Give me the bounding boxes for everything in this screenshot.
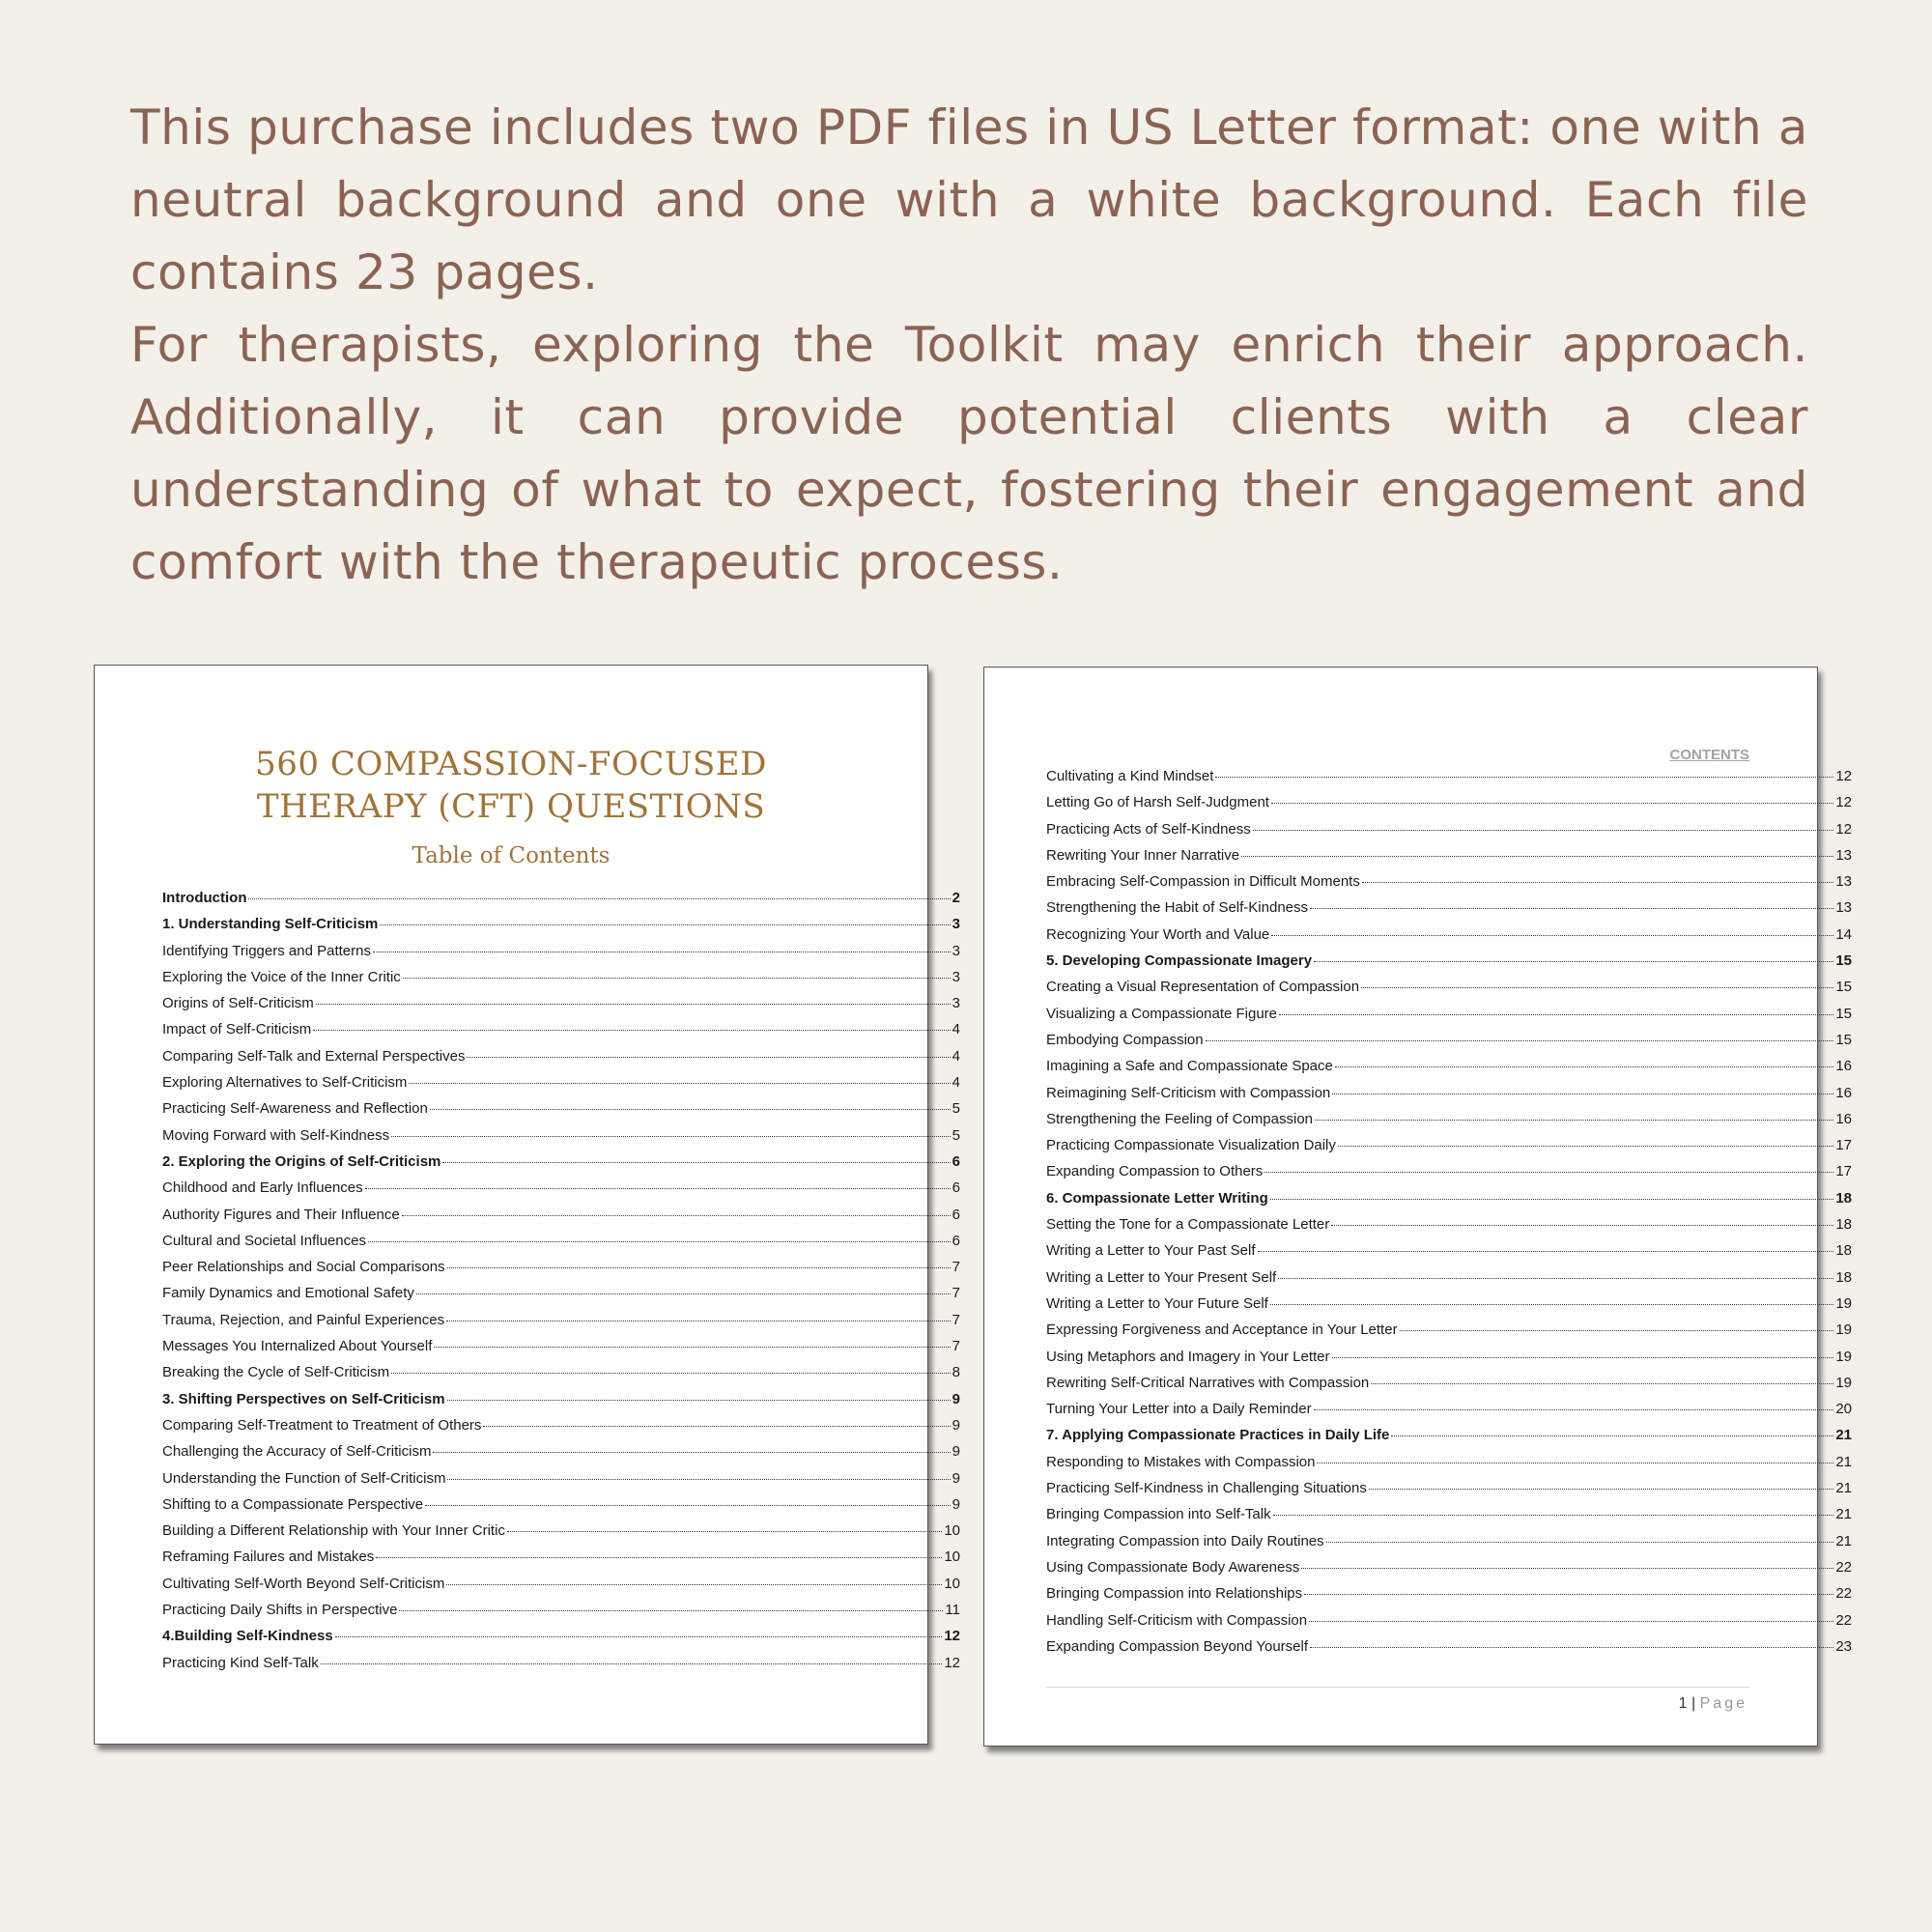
toc-entry xyxy=(1046,1190,1852,1216)
toc-entry xyxy=(1046,899,1852,925)
toc-dot-leader xyxy=(1310,908,1833,909)
toc-dot-leader xyxy=(1270,1199,1834,1200)
page-footer xyxy=(1679,1695,1747,1713)
document-title xyxy=(95,743,927,828)
toc-entry xyxy=(1046,1216,1852,1242)
toc-entry-page: 21 xyxy=(1835,1427,1852,1444)
toc-entry xyxy=(162,1207,960,1233)
toc-entry-page: 14 xyxy=(1835,925,1852,943)
toc-entry-page: 16 xyxy=(1835,1110,1852,1127)
toc-entry-page: 6 xyxy=(952,1179,960,1197)
toc-entry-page: 10 xyxy=(944,1548,960,1566)
toc-entry-label: Practicing Compassionate Visualization Daily xyxy=(1046,1137,1336,1154)
intro-paragraph-2: For therapists, exploring the Toolkit may enrich their approach. Additionally, it can provide potential clients with a clear understanding of what to expect, fostering their engagement and comfort with the therapeutic process. xyxy=(130,317,1808,590)
toc-list xyxy=(162,890,960,1681)
title-line-2: THERAPY (CFT) QUESTIONS xyxy=(256,787,766,826)
toc-entry xyxy=(162,1048,960,1074)
toc-entry-page: 7 xyxy=(952,1259,960,1276)
toc-entry xyxy=(1046,847,1852,873)
footer-divider xyxy=(1046,1687,1749,1688)
toc-dot-leader xyxy=(483,1426,950,1427)
toc-entry xyxy=(162,1576,960,1602)
toc-entry-page: 15 xyxy=(1835,979,1852,996)
toc-entry-label: Expressing Forgiveness and Acceptance in Your Letter xyxy=(1046,1321,1398,1339)
toc-entry-label: Impact of Self-Criticism xyxy=(162,1021,312,1038)
toc-dot-leader xyxy=(365,1188,951,1189)
toc-dot-leader xyxy=(416,1293,951,1294)
intro-paragraph-1: This purchase includes two PDF files in US Letter format: one with a neutral background and one with a white background. Each file contains 23 pages. xyxy=(130,99,1808,300)
toc-entry-page: 23 xyxy=(1835,1637,1852,1655)
toc-entry-page: 13 xyxy=(1835,873,1852,891)
toc-entry-page: 6 xyxy=(952,1232,960,1249)
toc-entry-page: 15 xyxy=(1835,1005,1852,1022)
toc-entry-label: Writing a Letter to Your Future Self xyxy=(1046,1294,1268,1312)
toc-dot-leader xyxy=(409,1083,950,1084)
toc-entry-label: Writing a Letter to Your Past Self xyxy=(1046,1242,1256,1260)
toc-dot-leader xyxy=(1338,1146,1833,1147)
toc-entry xyxy=(1046,1454,1852,1480)
toc-dot-leader xyxy=(1362,882,1833,883)
toc-entry xyxy=(162,1496,960,1522)
toc-entry xyxy=(1046,1032,1852,1058)
toc-entry-label: Reframing Failures and Mistakes xyxy=(162,1548,375,1566)
toc-entry xyxy=(1046,1006,1852,1032)
toc-entry-label: Letting Go of Harsh Self-Judgment xyxy=(1046,794,1269,811)
toc-dot-leader xyxy=(380,924,950,925)
toc-dot-leader xyxy=(1279,1014,1833,1015)
toc-entry-page: 9 xyxy=(952,1469,960,1487)
toc-entry-page: 7 xyxy=(952,1285,960,1302)
toc-entry-page: 18 xyxy=(1835,1216,1852,1234)
toc-entry xyxy=(1046,794,1852,820)
toc-entry-page: 22 xyxy=(1835,1558,1852,1576)
toc-dot-leader xyxy=(1309,1621,1833,1622)
toc-entry-label: Visualizing a Compassionate Figure xyxy=(1046,1005,1278,1022)
toc-entry xyxy=(162,1417,960,1443)
toc-entry xyxy=(162,1443,960,1469)
toc-entry-page: 16 xyxy=(1835,1058,1852,1075)
toc-entry-label: Expanding Compassion Beyond Yourself xyxy=(1046,1637,1309,1655)
toc-dot-leader xyxy=(1304,1594,1833,1595)
toc-entry-page: 2 xyxy=(952,890,960,906)
toc-entry-label: Using Compassionate Body Awareness xyxy=(1046,1558,1300,1576)
toc-dot-leader xyxy=(425,1505,951,1506)
toc-entry-label: Shifting to a Compassionate Perspective xyxy=(162,1495,424,1513)
toc-entry-page: 12 xyxy=(944,1628,960,1645)
toc-dot-leader xyxy=(391,1136,951,1137)
toc-dot-leader xyxy=(447,1267,951,1268)
toc-dot-leader xyxy=(434,1347,950,1348)
toc-entry-label: Exploring the Voice of the Inner Critic xyxy=(162,968,401,985)
toc-dot-leader xyxy=(1314,1409,1834,1410)
toc-entry-page: 10 xyxy=(944,1575,960,1592)
toc-entry xyxy=(162,1602,960,1628)
toc-entry-page: 9 xyxy=(952,1495,960,1513)
toc-entry xyxy=(162,1548,960,1575)
toc-dot-leader xyxy=(1314,961,1833,962)
toc-dot-leader xyxy=(433,1452,950,1453)
toc-entry xyxy=(1046,768,1852,794)
toc-entry-page: 9 xyxy=(952,1416,960,1434)
left-page-preview xyxy=(94,665,960,1745)
toc-entry-page: 12 xyxy=(1835,820,1852,838)
toc-entry-label: Trauma, Rejection, and Painful Experiences xyxy=(162,1311,445,1328)
toc-entry-label: Practicing Daily Shifts in Perspective xyxy=(162,1602,398,1619)
contents-label: CONTENTS xyxy=(1669,747,1749,763)
toc-entry-page: 10 xyxy=(944,1522,960,1540)
toc-dot-leader xyxy=(1369,1489,1833,1490)
toc-entry-page: 5 xyxy=(952,1100,960,1118)
toc-entry-page: 18 xyxy=(1835,1268,1852,1286)
toc-dot-leader xyxy=(507,1531,942,1532)
toc-entry xyxy=(1046,1612,1852,1638)
toc-entry-label: 4.Building Self-Kindness xyxy=(162,1628,333,1645)
toc-entry-label: Comparing Self-Talk and External Perspectives xyxy=(162,1047,466,1065)
toc-entry-page: 19 xyxy=(1835,1348,1852,1365)
toc-entry xyxy=(162,1021,960,1047)
toc-dot-leader xyxy=(248,898,950,899)
toc-entry-label: Moving Forward with Self-Kindness xyxy=(162,1126,390,1144)
toc-dot-leader xyxy=(376,1557,942,1558)
toc-entry xyxy=(162,995,960,1021)
toc-entry xyxy=(162,1100,960,1126)
toc-entry-label: Rewriting Self-Critical Narratives with Compassion xyxy=(1046,1374,1370,1391)
toc-dot-leader xyxy=(1271,935,1833,936)
toc-entry-page: 20 xyxy=(1835,1401,1852,1418)
toc-dot-leader xyxy=(1335,1066,1833,1067)
toc-entry-label: Exploring Alternatives to Self-Criticism xyxy=(162,1074,408,1092)
toc-entry-label: 1. Understanding Self-Criticism xyxy=(162,916,379,933)
toc-entry-page: 18 xyxy=(1835,1189,1852,1207)
toc-entry xyxy=(1046,821,1852,847)
toc-entry xyxy=(162,890,960,916)
toc-entry-page: 6 xyxy=(952,1206,960,1223)
toc-list xyxy=(1046,768,1852,1664)
toc-entry-label: Breaking the Cycle of Self-Criticism xyxy=(162,1364,390,1381)
toc-entry-label: Strengthening the Habit of Self-Kindness xyxy=(1046,899,1309,917)
toc-entry-label: Imagining a Safe and Compassionate Space xyxy=(1046,1058,1333,1075)
toc-entry xyxy=(1046,1163,1852,1189)
toc-dot-leader xyxy=(1400,1330,1834,1331)
toc-entry xyxy=(1046,1137,1852,1163)
toc-dot-leader xyxy=(1215,777,1833,778)
toc-entry-label: Building a Different Relationship with Your Inner Critic xyxy=(162,1522,505,1540)
toc-dot-leader xyxy=(1310,1647,1833,1648)
toc-entry xyxy=(162,1522,960,1548)
toc-entry xyxy=(1046,1242,1852,1268)
toc-entry-label: Practicing Self-Kindness in Challenging Situations xyxy=(1046,1480,1367,1497)
toc-dot-leader xyxy=(1271,803,1833,804)
toc-entry xyxy=(162,1259,960,1285)
toc-entry-page: 15 xyxy=(1835,1031,1852,1048)
toc-entry-label: Using Metaphors and Imagery in Your Letter xyxy=(1046,1348,1330,1365)
toc-entry-label: Cultivating Self-Worth Beyond Self-Criticism xyxy=(162,1575,445,1592)
toc-heading: Table of Contents xyxy=(412,843,611,868)
toc-entry-page: 8 xyxy=(952,1364,960,1381)
toc-entry-page: 6 xyxy=(952,1152,960,1170)
right-page-preview xyxy=(983,667,1852,1747)
toc-entry-page: 7 xyxy=(952,1311,960,1328)
toc-entry-label: Bringing Compassion into Relationships xyxy=(1046,1585,1303,1603)
toc-entry-label: Practicing Acts of Self-Kindness xyxy=(1046,820,1251,838)
toc-entry-label: Reimagining Self-Criticism with Compassion xyxy=(1046,1084,1331,1101)
toc-dot-leader xyxy=(391,1373,951,1374)
toc-dot-leader xyxy=(1301,1568,1833,1569)
toc-entry-page: 3 xyxy=(952,916,960,933)
toc-entry-page: 19 xyxy=(1835,1294,1852,1312)
toc-entry xyxy=(162,1233,960,1259)
toc-dot-leader xyxy=(1270,1304,1833,1305)
toc-entry xyxy=(162,1391,960,1417)
toc-entry xyxy=(162,1127,960,1153)
toc-entry-label: Responding to Mistakes with Compassion xyxy=(1046,1453,1316,1470)
toc-entry-label: Origins of Self-Criticism xyxy=(162,995,314,1012)
toc-entry-label: Identifying Triggers and Patterns xyxy=(162,942,371,959)
toc-dot-leader xyxy=(402,1215,951,1216)
toc-dot-leader xyxy=(1253,830,1834,831)
toc-entry-label: Recognizing Your Worth and Value xyxy=(1046,925,1270,943)
toc-entry-label: Setting the Tone for a Compassionate Letter xyxy=(1046,1216,1330,1234)
toc-entry-page: 15 xyxy=(1835,952,1852,970)
toc-entry xyxy=(1046,1506,1852,1532)
toc-entry-page: 3 xyxy=(952,942,960,959)
footer-separator: | xyxy=(1691,1695,1696,1712)
toc-entry-page: 21 xyxy=(1835,1532,1852,1549)
toc-dot-leader xyxy=(403,978,951,979)
toc-entry-page: 17 xyxy=(1835,1163,1852,1180)
toc-entry-label: 7. Applying Compassionate Practices in Daily Life xyxy=(1046,1427,1390,1444)
toc-entry xyxy=(162,1312,960,1338)
toc-entry-page: 12 xyxy=(1835,768,1852,784)
toc-entry-label: Strengthening the Feeling of Compassion xyxy=(1046,1110,1314,1127)
toc-dot-leader xyxy=(1391,1435,1833,1436)
toc-entry-label: Understanding the Function of Self-Criticism xyxy=(162,1469,446,1487)
toc-entry-page: 18 xyxy=(1835,1242,1852,1260)
toc-dot-leader xyxy=(1264,1172,1833,1173)
toc-dot-leader xyxy=(399,1610,943,1611)
title-line-1: 560 COMPASSION-FOCUSED xyxy=(255,745,767,783)
toc-entry-page: 3 xyxy=(952,995,960,1012)
toc-entry xyxy=(162,1628,960,1654)
toc-entry-label: Practicing Kind Self-Talk xyxy=(162,1654,319,1671)
toc-entry-label: Bringing Compassion into Self-Talk xyxy=(1046,1506,1271,1523)
toc-entry-label: 2. Exploring the Origins of Self-Criticism xyxy=(162,1152,441,1170)
toc-entry-label: Authority Figures and Their Influence xyxy=(162,1206,400,1223)
toc-entry xyxy=(1046,1058,1852,1084)
toc-entry-label: 6. Compassionate Letter Writing xyxy=(1046,1189,1268,1207)
toc-entry-page: 19 xyxy=(1835,1374,1852,1391)
toc-entry-label: Integrating Compassion into Daily Routines xyxy=(1046,1532,1324,1549)
toc-entry xyxy=(1046,1085,1852,1111)
toc-entry-page: 9 xyxy=(952,1390,960,1407)
toc-entry-label: Challenging the Accuracy of Self-Criticism xyxy=(162,1443,432,1461)
toc-entry xyxy=(162,1470,960,1496)
toc-entry xyxy=(1046,1295,1852,1321)
toc-entry-label: 5. Developing Compassionate Imagery xyxy=(1046,952,1313,970)
toc-dot-leader xyxy=(1361,987,1833,988)
toc-entry xyxy=(162,1074,960,1100)
toc-entry xyxy=(162,1655,960,1681)
toc-entry-page: 11 xyxy=(945,1602,960,1619)
toc-dot-leader xyxy=(430,1109,951,1110)
toc-entry-label: Expanding Compassion to Others xyxy=(1046,1163,1264,1180)
toc-entry-page: 13 xyxy=(1835,899,1852,917)
toc-entry xyxy=(1046,1321,1852,1348)
toc-entry-page: 12 xyxy=(1835,794,1852,811)
toc-dot-leader xyxy=(446,1584,942,1585)
toc-dot-leader xyxy=(335,1636,943,1637)
toc-dot-leader xyxy=(368,1241,951,1242)
toc-entry-label: Turning Your Letter into a Daily Reminder xyxy=(1046,1401,1312,1418)
footer-page-number: 1 xyxy=(1678,1695,1688,1712)
toc-entry xyxy=(1046,1480,1852,1506)
toc-dot-leader xyxy=(1206,1040,1834,1041)
toc-entry-page: 4 xyxy=(952,1074,960,1092)
toc-dot-leader xyxy=(1278,1278,1833,1279)
toc-entry xyxy=(1046,979,1852,1005)
toc-entry-page: 12 xyxy=(944,1654,960,1671)
toc-dot-leader xyxy=(1331,1225,1833,1226)
toc-dot-leader xyxy=(1273,1515,1834,1516)
toc-entry xyxy=(1046,1111,1852,1137)
toc-dot-leader xyxy=(1315,1120,1833,1121)
toc-dot-leader xyxy=(447,1400,951,1401)
toc-entry xyxy=(1046,1401,1852,1427)
toc-dot-leader xyxy=(1326,1542,1834,1543)
toc-entry xyxy=(162,1285,960,1311)
toc-entry xyxy=(162,1364,960,1390)
toc-entry-label: Introduction xyxy=(162,890,247,906)
toc-entry-page: 21 xyxy=(1835,1453,1852,1470)
toc-entry-label: Cultivating a Kind Mindset xyxy=(1046,768,1214,784)
toc-entry-page: 17 xyxy=(1835,1137,1852,1154)
toc-entry xyxy=(1046,952,1852,979)
toc-entry-label: Embracing Self-Compassion in Difficult Moments xyxy=(1046,873,1360,891)
toc-entry-page: 21 xyxy=(1835,1506,1852,1523)
toc-entry-label: Comparing Self-Treatment to Treatment of Others xyxy=(162,1416,482,1434)
toc-dot-leader xyxy=(1332,1357,1834,1358)
intro-text xyxy=(130,92,1808,599)
toc-dot-leader xyxy=(1371,1383,1833,1384)
toc-dot-leader xyxy=(467,1057,950,1058)
toc-dot-leader xyxy=(321,1663,943,1664)
toc-entry xyxy=(162,1179,960,1206)
toc-entry xyxy=(1046,1533,1852,1559)
toc-entry-label: Messages You Internalized About Yourself xyxy=(162,1338,433,1355)
toc-entry xyxy=(1046,1375,1852,1401)
toc-entry xyxy=(1046,1349,1852,1375)
toc-dot-leader xyxy=(447,1479,950,1480)
toc-entry-label: 3. Shifting Perspectives on Self-Criticism xyxy=(162,1390,445,1407)
toc-entry xyxy=(162,943,960,969)
toc-entry-page: 3 xyxy=(952,968,960,985)
toc-entry-label: Childhood and Early Influences xyxy=(162,1179,363,1197)
toc-dot-leader xyxy=(316,1004,951,1005)
toc-entry-label: Handling Self-Criticism with Compassion xyxy=(1046,1611,1308,1629)
toc-entry-label: Writing a Letter to Your Present Self xyxy=(1046,1268,1277,1286)
toc-entry-page: 5 xyxy=(952,1126,960,1144)
toc-entry-page: 21 xyxy=(1835,1480,1852,1497)
toc-entry xyxy=(1046,1427,1852,1453)
toc-entry-label: Family Dynamics and Emotional Safety xyxy=(162,1285,414,1302)
toc-entry xyxy=(1046,1269,1852,1295)
toc-entry xyxy=(1046,873,1852,899)
toc-entry-page: 16 xyxy=(1835,1084,1852,1101)
toc-entry-page: 19 xyxy=(1835,1321,1852,1339)
toc-entry-label: Practicing Self-Awareness and Reflection xyxy=(162,1100,428,1118)
toc-entry-label: Rewriting Your Inner Narrative xyxy=(1046,846,1240,864)
toc-entry-page: 9 xyxy=(952,1443,960,1461)
toc-entry-label: Embodying Compassion xyxy=(1046,1031,1204,1048)
toc-entry xyxy=(162,1338,960,1364)
toc-entry xyxy=(1046,926,1852,952)
toc-dot-leader xyxy=(313,1030,950,1031)
toc-entry xyxy=(162,916,960,942)
toc-entry-label: Cultural and Societal Influences xyxy=(162,1232,366,1249)
toc-entry-page: 4 xyxy=(952,1021,960,1038)
toc-dot-leader xyxy=(1241,856,1833,857)
toc-entry-page: 4 xyxy=(952,1047,960,1065)
toc-entry xyxy=(1046,1559,1852,1585)
footer-page-word: Page xyxy=(1699,1695,1747,1712)
toc-entry-page: 13 xyxy=(1835,846,1852,864)
toc-dot-leader xyxy=(442,1162,950,1163)
toc-entry xyxy=(162,1153,960,1179)
toc-entry-page: 7 xyxy=(952,1338,960,1355)
toc-dot-leader xyxy=(1258,1251,1834,1252)
toc-entry-page: 22 xyxy=(1835,1585,1852,1603)
toc-entry xyxy=(1046,1638,1852,1664)
toc-entry xyxy=(162,969,960,995)
toc-entry-label: Peer Relationships and Social Comparisons xyxy=(162,1259,445,1276)
toc-entry-page: 22 xyxy=(1835,1611,1852,1629)
toc-entry xyxy=(1046,1585,1852,1611)
toc-entry-label: Creating a Visual Representation of Compassion xyxy=(1046,979,1360,996)
